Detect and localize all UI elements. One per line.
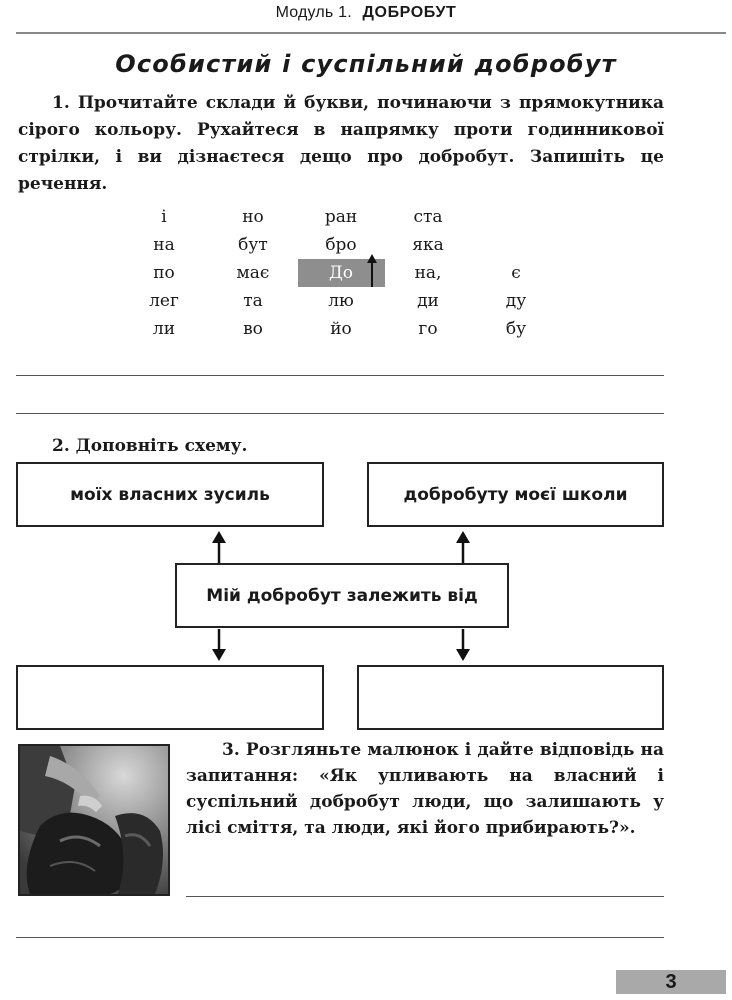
scheme-box-center: Мій добробут залежить від [175, 563, 509, 628]
syllable-cell: йо [330, 319, 352, 339]
syllable-grid [0, 0, 732, 360]
litter-pickup-photo [18, 744, 170, 896]
up-arrow-icon [456, 531, 470, 563]
up-arrow-icon [364, 254, 380, 288]
answer-line[interactable] [16, 413, 664, 414]
syllable-cell: на [153, 235, 175, 255]
scheme-arrows [0, 525, 732, 670]
scheme-box-top-right: добробуту моєї школи [367, 462, 664, 527]
down-arrow-icon [456, 629, 470, 661]
syllable-cell: ли [152, 319, 176, 339]
syllable-cell: та [243, 291, 263, 311]
syllable-cell: яка [412, 235, 444, 255]
task-1-text: 1. Прочитайте склади й букви, починаючи з прямокутника сірого кольору. Рухайтеся в напрямку проти годинникової стрілки, і ви дізнаєтеся дещо про добробут. Запишіть це речення. [18, 93, 664, 194]
syllable-cell: ди [417, 291, 439, 311]
page-title: Особистий і суспільний добробут [115, 50, 617, 78]
syllable-cell: лю [328, 291, 354, 311]
answer-line[interactable] [16, 375, 664, 376]
module-label: Модуль 1. [275, 4, 352, 21]
syllable-cell: во [243, 319, 263, 339]
syllable-cell: го [418, 319, 438, 339]
syllable-cell: но [242, 207, 264, 227]
scheme-box-top-left: моїх власних зусиль [16, 462, 324, 527]
syllable-cell: бро [325, 235, 357, 255]
syllable-cell: є [511, 263, 521, 283]
syllable-cell: бут [238, 235, 268, 255]
section-label: ДОБРОБУТ [362, 4, 457, 21]
syllable-cell-start: До [328, 263, 354, 283]
syllable-cell: ран [324, 207, 358, 227]
down-arrow-icon [212, 629, 226, 661]
syllable-cell: ста [413, 207, 443, 227]
task-2-text: 2. Доповніть схему. [52, 436, 248, 456]
syllable-cell: на, [414, 263, 442, 283]
up-arrow-icon [212, 531, 226, 563]
page-number: 3 [616, 970, 726, 994]
scheme-box-bottom-right[interactable] [357, 665, 664, 730]
answer-line[interactable] [186, 896, 664, 897]
scheme-box-bottom-left[interactable] [16, 665, 324, 730]
syllable-cell: ду [505, 291, 527, 311]
syllable-cell: і [161, 207, 167, 227]
answer-line[interactable] [16, 937, 664, 938]
syllable-cell: бу [505, 319, 527, 339]
syllable-cell: має [236, 263, 270, 283]
syllable-cell: лег [149, 291, 179, 311]
task-3-text: 3. Розгляньте малюнок і дайте відповідь на запитання: «Як упливають на власний і суспільний добробут люди, що залишають у лісі сміття, та люди, які його прибирають?». [186, 740, 664, 838]
syllable-cell: по [153, 263, 175, 283]
